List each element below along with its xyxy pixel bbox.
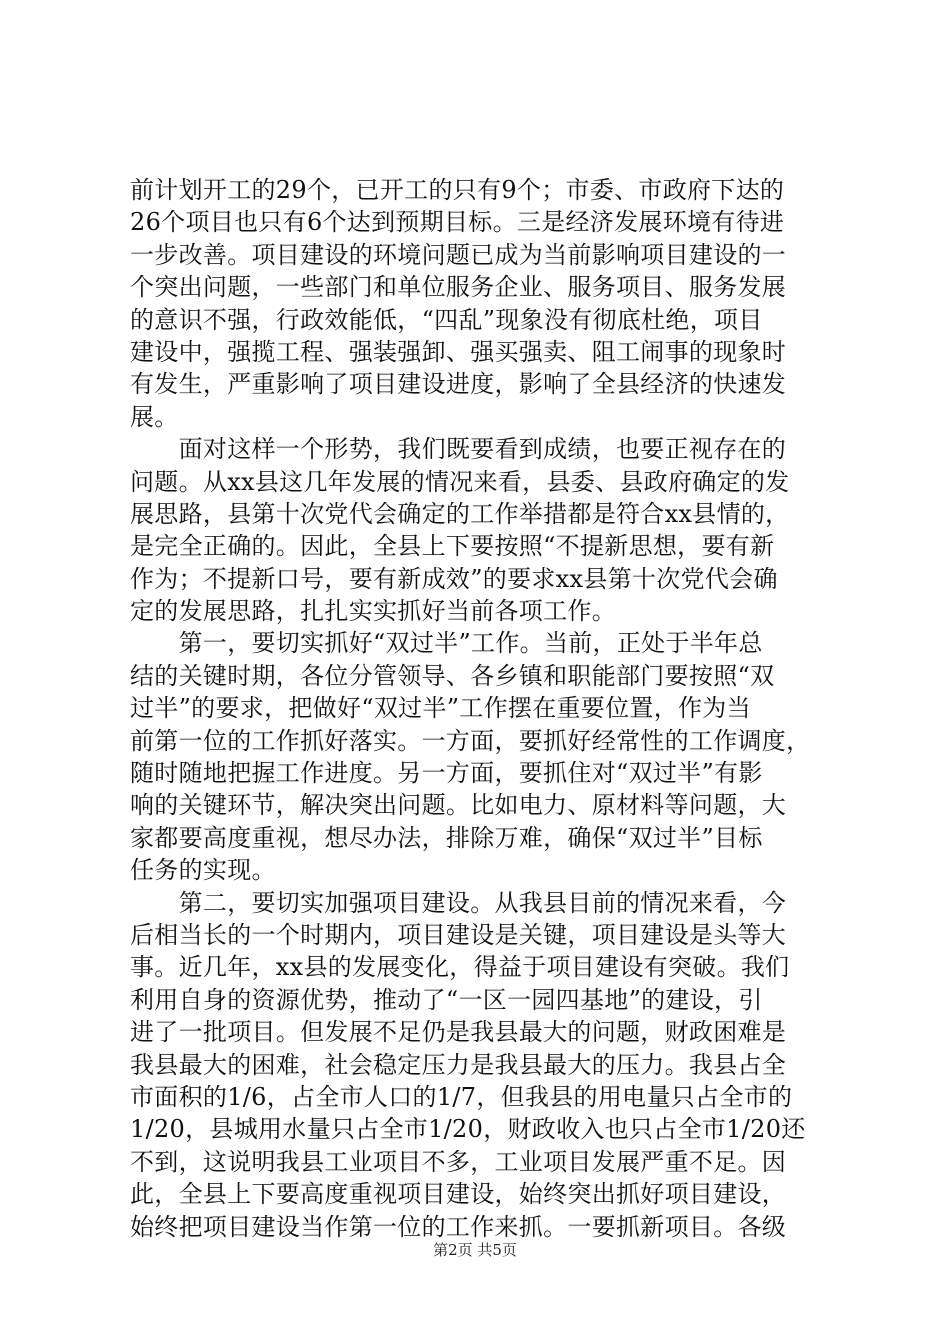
- text-line: 市面积的1/6，占全市人口的1/7，但我县的用电量只占全市的: [130, 1082, 793, 1111]
- text-line: 后相当长的一个时期内，项目建设是关键，项目建设是头等大: [130, 920, 787, 949]
- text-line: 不到，这说明我县工业项目不多，工业项目发展严重不足。因: [130, 1147, 787, 1176]
- text-line: 过半”的要求，把做好“双过半”工作摆在重要位置，作为当: [130, 694, 751, 723]
- text-line: 响的关键环节，解决突出问题。比如电力、原材料等问题，大: [130, 791, 787, 820]
- text-line: 定的发展思路，扎扎实实抓好当前各项工作。: [130, 597, 616, 626]
- text-line: 的意识不强，行政效能低，“四乱”现象没有彻底杜绝，项目: [130, 305, 763, 334]
- text-line: 利用自身的资源优势，推动了“一区一园四基地”的建设，引: [130, 985, 763, 1014]
- text-line: 我县最大的困难，社会稳定压力是我县最大的压力。我县占全: [130, 1050, 787, 1079]
- body-text: [130, 174, 826, 1243]
- text-line: 前计划开工的29个，已开工的只有9个；市委、市政府下达的: [130, 176, 785, 204]
- text-line: 问题。从xx县这几年发展的情况来看，县委、县政府确定的发: [130, 467, 790, 496]
- text-line: 有发生，严重影响了项目建设进度，影响了全县经济的快速发: [130, 370, 787, 399]
- text-line: 作为；不提新口号，要有新成效”的要求xx县第十次党代会确: [130, 564, 778, 593]
- text-line: 第二，要切实加强项目建设。从我县目前的情况来看，今: [130, 888, 787, 917]
- text-line: 一步改善。项目建设的环境问题已成为当前影响项目建设的一: [130, 240, 787, 269]
- text-line: 1/20，县城用水量只占全市1/20，财政收入也只占全市1/20还: [130, 1115, 806, 1144]
- text-line: 随时随地把握工作进度。另一方面，要抓住对“双过半”有影: [130, 759, 763, 788]
- text-line: 事。近几年，xx县的发展变化，得益于项目建设有突破。我们: [130, 953, 790, 982]
- text-line: 展思路，县第十次党代会确定的工作举措都是符合xx县情的，: [130, 499, 790, 528]
- text-line: 此，全县上下要高度重视项目建设，始终突出抓好项目建设，: [130, 1180, 787, 1209]
- text-line: 第一，要切实抓好“双过半”工作。当前，正处于半年总: [130, 629, 763, 658]
- text-line: 进了一批项目。但发展不足仍是我县最大的问题，财政困难是: [130, 1018, 787, 1047]
- text-line: 是完全正确的。因此，全县上下要按照“不提新思想，要有新: [130, 532, 775, 561]
- text-line: 26个项目也只有6个达到预期目标。三是经济发展环境有待进: [130, 208, 785, 237]
- text-line: 建设中，强揽工程、强装强卸、强买强卖、阻工闹事的现象时: [130, 337, 787, 366]
- text-line: 结的关键时期，各位分管领导、各乡镇和职能部门要按照“双: [130, 661, 775, 690]
- text-line: 个突出问题，一些部门和单位服务企业、服务项目、服务发展: [130, 273, 787, 302]
- text-line: 展。: [130, 402, 179, 431]
- text-line: 任务的实现。: [130, 856, 276, 885]
- text-line: 家都要高度重视，想尽办法，排除万难，确保“双过半”目标: [130, 823, 763, 852]
- text-line: 面对这样一个形势，我们既要看到成绩，也要正视存在的: [130, 435, 787, 464]
- text-line: 前第一位的工作抓好落实。一方面，要抓好经常性的工作调度，: [130, 726, 811, 755]
- page-footer: 第2页 共5页: [433, 1241, 517, 1259]
- text-line: 始终把项目建设当作第一位的工作来抓。一要抓新项目。各级: [130, 1212, 787, 1241]
